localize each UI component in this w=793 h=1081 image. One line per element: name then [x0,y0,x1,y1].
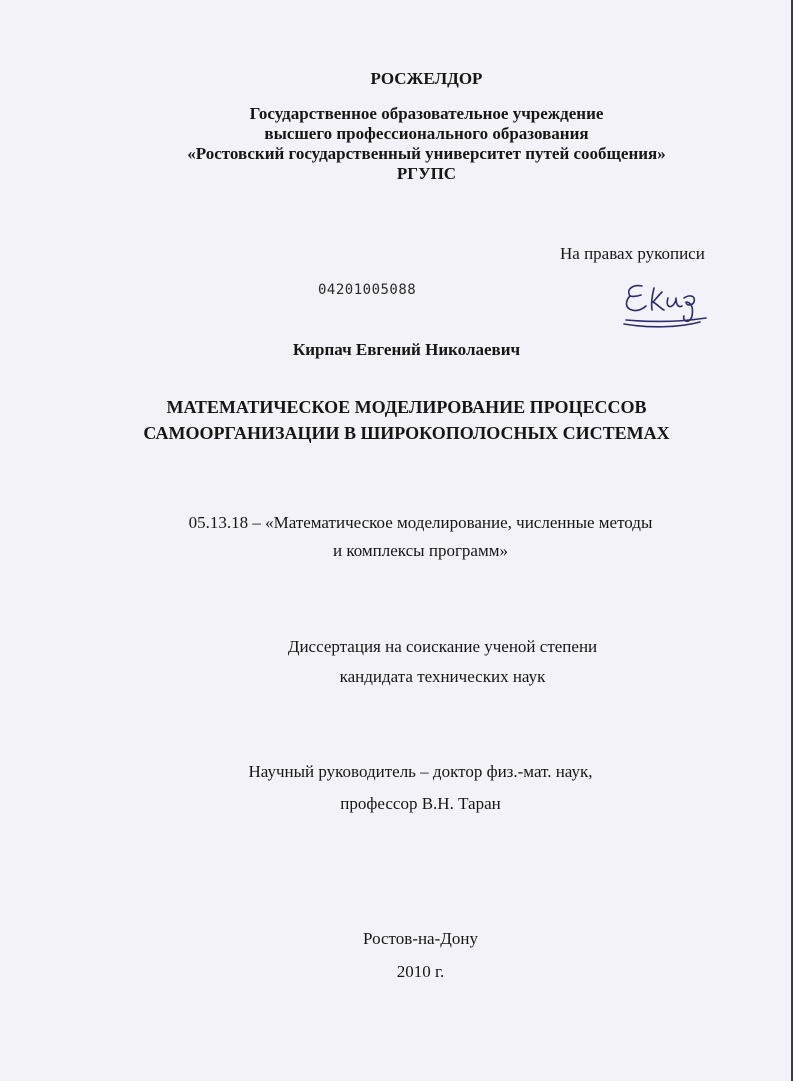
archive-stamp-number: 04201005088 [318,282,417,298]
specialty-line-1: 05.13.18 – «Математическое моделирование, численные методы [188,513,653,532]
signature-icon [620,276,710,331]
place-name: Ростов-на-Дону [363,929,478,948]
thesis-title-line-2: САМООРГАНИЗАЦИИ В ШИРОКОПОЛОСНЫХ СИСТЕМАХ [143,423,670,443]
supervisor-line-2: профессор В.Н. Таран [340,794,501,813]
author-name: Кирпач Евгений Николаевич [292,340,521,359]
agency-name: РОСЖЕЛДОР [370,69,483,88]
dissertation-line-2: кандидата технических наук [339,667,546,686]
dissertation-line-1: Диссертация на соискание ученой степени [287,637,598,656]
institution-abbreviation: РГУПС [396,164,457,183]
specialty-line-2: и комплексы программ» [333,541,508,560]
year: 2010 г. [396,962,445,981]
rights-note: На правах рукописи [560,244,705,263]
institution-line-2: высшего профессионального образования [264,124,589,143]
institution-line-1: Государственное образовательное учреждение [249,104,604,123]
supervisor-line-1: Научный руководитель – доктор физ.-мат. наук, [248,762,593,781]
institution-line-3: «Ростовский государственный университет путей сообщения» [187,144,666,163]
thesis-title-line-1: МАТЕМАТИЧЕСКОЕ МОДЕЛИРОВАНИЕ ПРОЦЕССОВ [166,397,647,417]
